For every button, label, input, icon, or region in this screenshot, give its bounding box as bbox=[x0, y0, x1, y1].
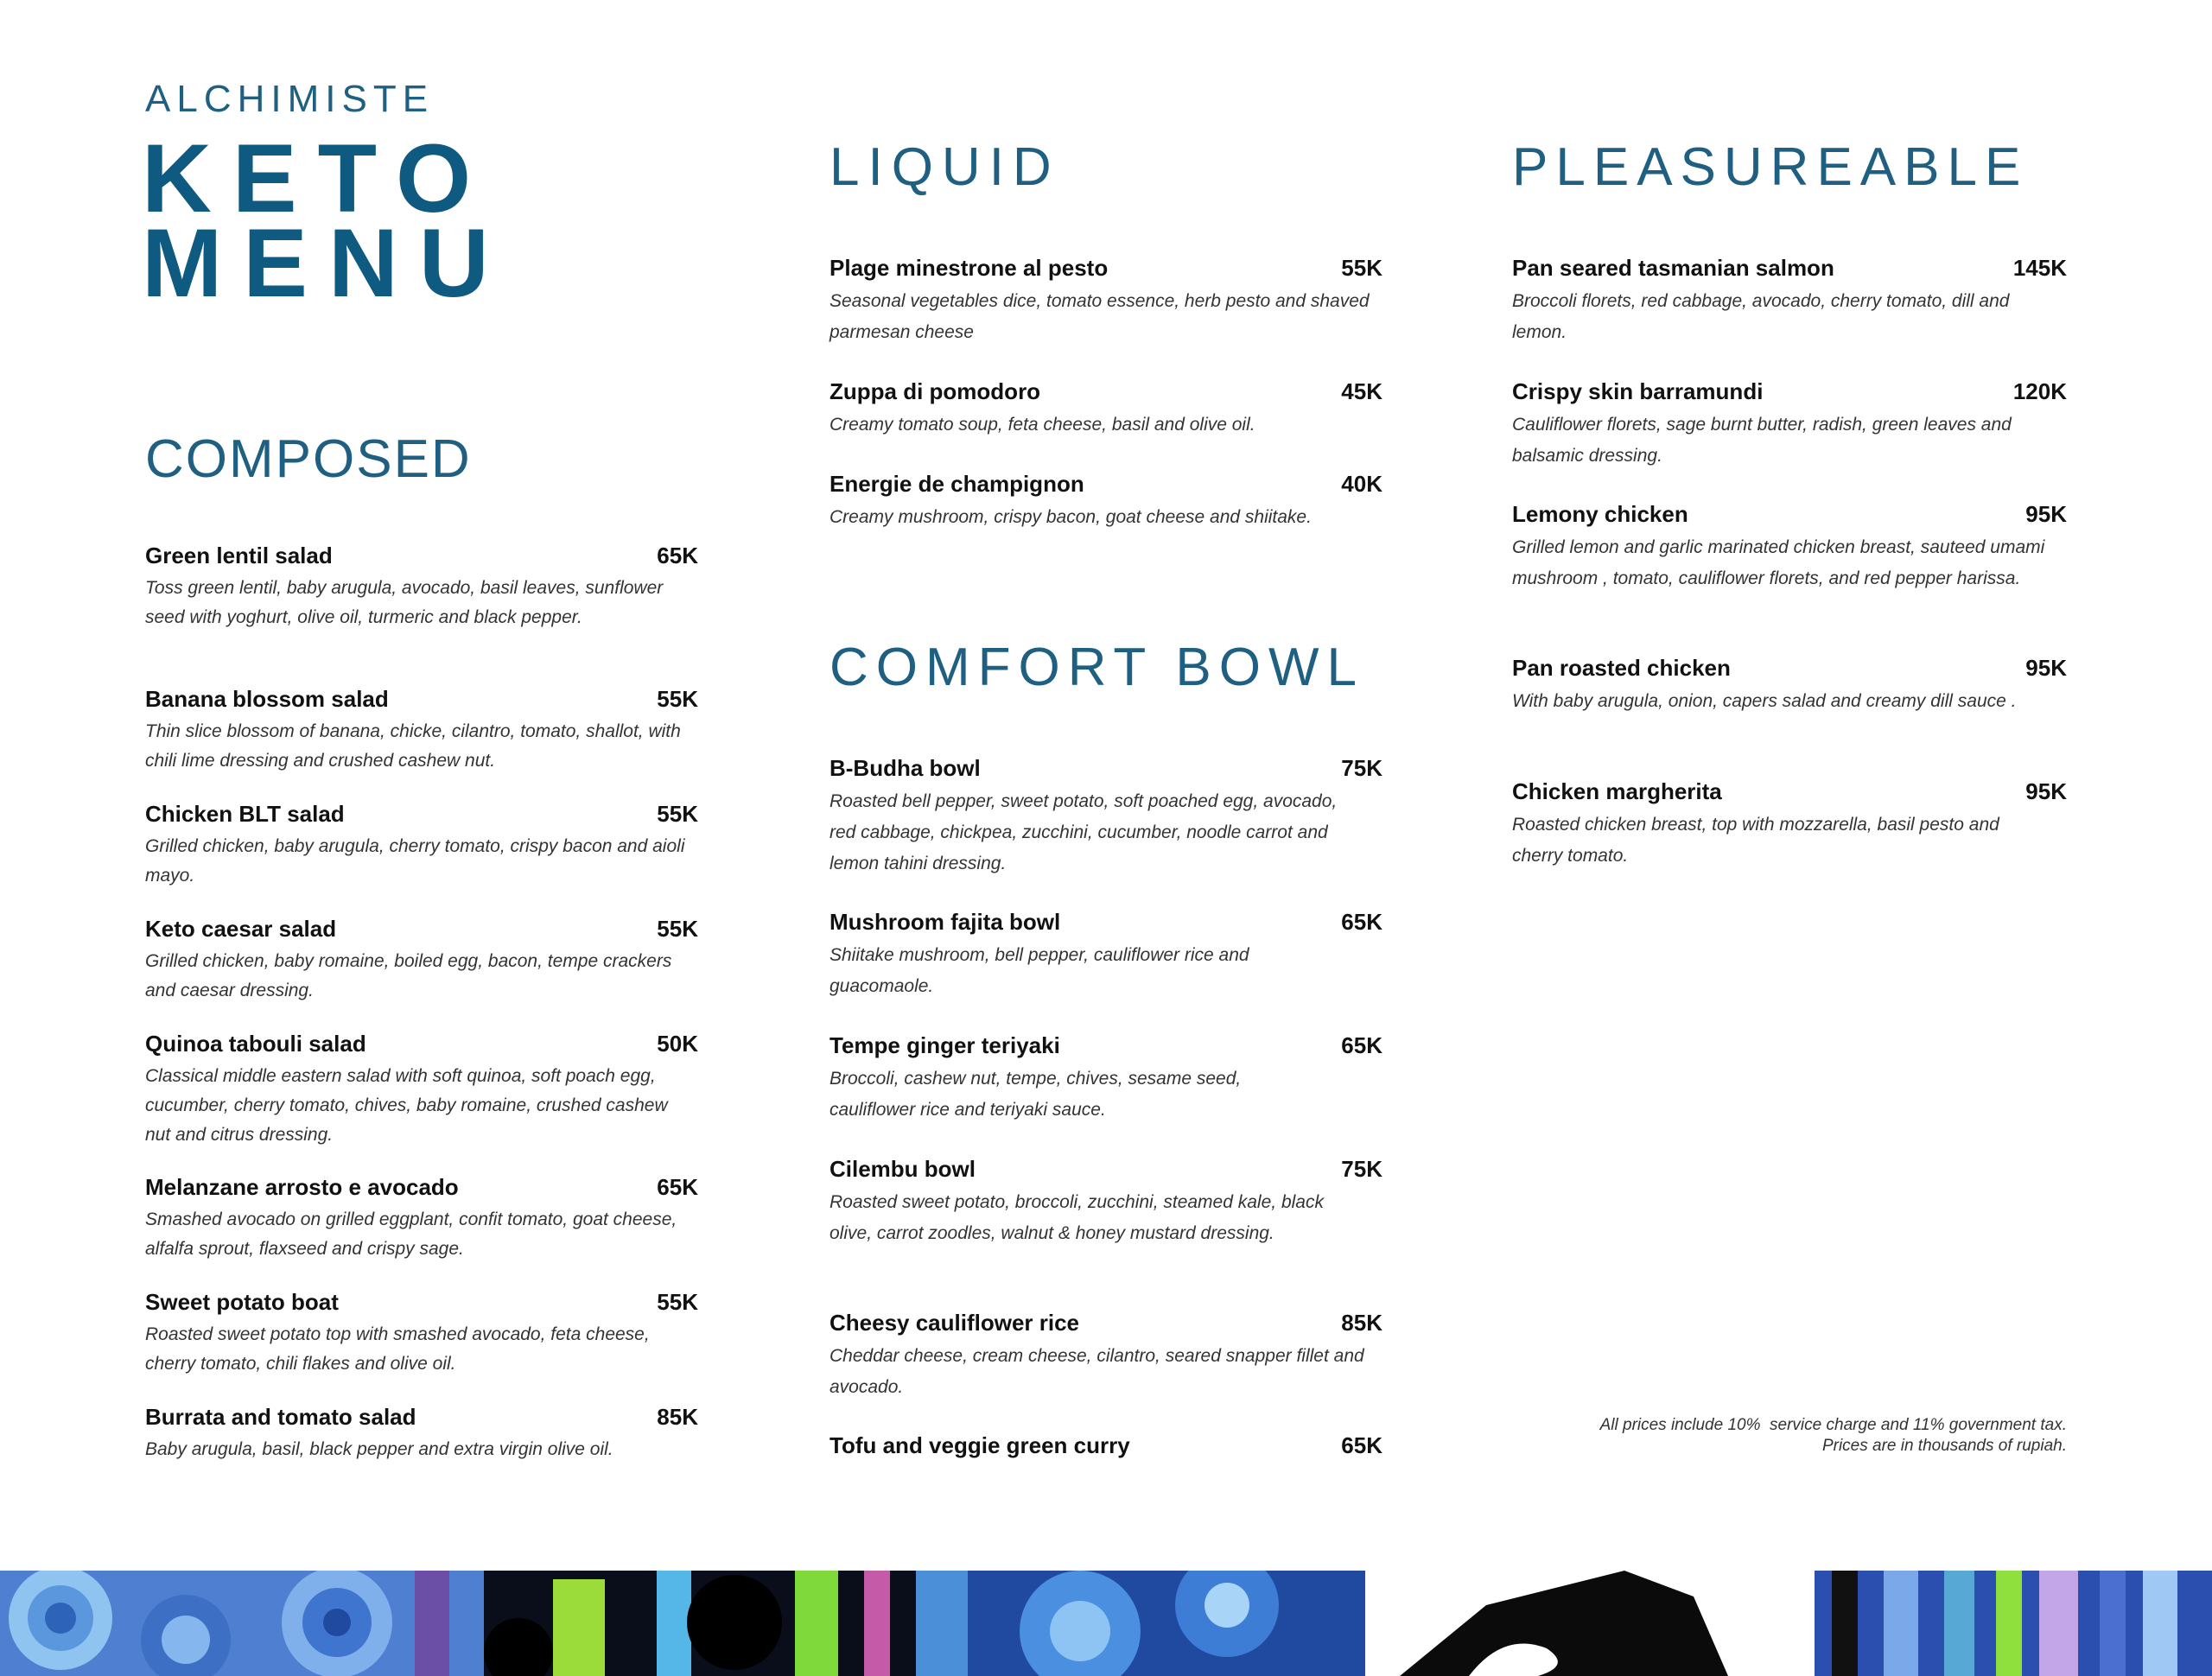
footnote-line-1: All prices include 10% service charge and 11% government tax. bbox=[1599, 1416, 2067, 1434]
item-price: 85K bbox=[657, 1404, 698, 1430]
menu-item bbox=[145, 801, 698, 891]
menu-item bbox=[830, 1432, 1382, 1462]
item-description: Roasted bell pepper, sweet potato, soft poached egg, avocado, red cabbage, chickpea, zucchini, cucumber, noodle carrot and lemon tahini dressing. bbox=[830, 791, 1338, 873]
item-name: Tempe ginger teriyaki bbox=[830, 1032, 1060, 1058]
item-price: 65K bbox=[1341, 909, 1382, 935]
item-name: Lemony chicken bbox=[1512, 501, 1688, 527]
item-price: 65K bbox=[657, 1174, 698, 1200]
item-name: Cheesy cauliflower rice bbox=[830, 1310, 1080, 1336]
menu-title bbox=[142, 124, 510, 317]
item-name: Burrata and tomato salad bbox=[145, 1404, 416, 1430]
item-description: Broccoli florets, red cabbage, avocado, cherry tomato, dill and lemon. bbox=[1512, 291, 2010, 342]
menu-item bbox=[145, 543, 698, 632]
menu-title-line-1: KETO bbox=[142, 124, 493, 232]
item-price: 145K bbox=[2012, 255, 2067, 281]
item-price: 75K bbox=[1341, 1156, 1382, 1182]
item-name: Sweet potato boat bbox=[145, 1289, 339, 1315]
item-description: Baby arugula, basil, black pepper and extra virgin olive oil. bbox=[145, 1439, 613, 1459]
menu-item bbox=[145, 686, 698, 776]
item-price: 95K bbox=[2025, 501, 2067, 527]
item-name: Banana blossom salad bbox=[145, 686, 389, 712]
item-description: Grilled lemon and garlic marinated chicken breast, sauteed umami mushroom , tomato, cauliflower florets, and red pepper harissa. bbox=[1512, 537, 2045, 588]
floral-art-graphic bbox=[0, 1571, 2212, 1676]
brand-name: ALCHIMISTE bbox=[145, 78, 435, 120]
menu-item bbox=[145, 916, 698, 1006]
item-name: Crispy skin barramundi bbox=[1512, 378, 1764, 404]
item-description: Grilled chicken, baby arugula, cherry tomato, crispy bacon and aioli mayo. bbox=[145, 836, 685, 886]
menu-item bbox=[830, 755, 1382, 879]
menu-item bbox=[1512, 501, 2067, 594]
item-name: Green lentil salad bbox=[145, 543, 333, 568]
item-description: Broccoli, cashew nut, tempe, chives, sesame seed, cauliflower rice and teriyaki sauce. bbox=[830, 1069, 1242, 1120]
item-description: Cauliflower florets, sage burnt butter, radish, green leaves and balsamic dressing. bbox=[1512, 415, 2012, 466]
item-price: 50K bbox=[657, 1031, 698, 1057]
item-description: Toss green lentil, baby arugula, avocado, basil leaves, sunflower seed with yoghurt, olive oil, turmeric and black pepper. bbox=[145, 578, 664, 627]
item-price: 40K bbox=[1341, 471, 1382, 497]
item-price: 95K bbox=[2025, 778, 2067, 804]
item-name: Zuppa di pomodoro bbox=[830, 378, 1041, 404]
item-name: Melanzane arrosto e avocado bbox=[145, 1174, 459, 1200]
item-name: B-Budha bowl bbox=[830, 755, 981, 781]
item-price: 85K bbox=[1341, 1310, 1382, 1336]
item-description: Roasted sweet potato top with smashed avocado, feta cheese, cherry tomato, chili flakes and olive oil. bbox=[145, 1324, 650, 1374]
item-description: Creamy mushroom, crispy bacon, goat cheese and shiitake. bbox=[830, 507, 1312, 527]
item-price: 45K bbox=[1341, 378, 1382, 404]
section-title-comfort-bowl: COMFORT BOWL bbox=[830, 638, 1364, 697]
item-name: Quinoa tabouli salad bbox=[145, 1031, 366, 1057]
item-name: Cilembu bowl bbox=[830, 1156, 976, 1182]
menu-item bbox=[830, 1156, 1382, 1249]
item-description: Creamy tomato soup, feta cheese, basil and olive oil. bbox=[830, 415, 1255, 435]
item-name: Keto caesar salad bbox=[145, 916, 337, 942]
menu-item bbox=[1512, 778, 2067, 872]
menu-item bbox=[830, 471, 1382, 533]
section-title-liquid: LIQUID bbox=[830, 137, 1060, 197]
item-name: Pan roasted chicken bbox=[1512, 655, 1731, 681]
item-description: Seasonal vegetables dice, tomato essence, herb pesto and shaved parmesan cheese bbox=[830, 291, 1370, 342]
footnote-line-2: Prices are in thousands of rupiah. bbox=[1821, 1437, 2067, 1455]
item-price: 55K bbox=[657, 801, 698, 827]
item-price: 120K bbox=[2012, 378, 2067, 404]
menu-item bbox=[1512, 655, 2067, 717]
menu-item bbox=[1512, 378, 2067, 472]
item-name: Pan seared tasmanian salmon bbox=[1512, 255, 1834, 281]
item-price: 65K bbox=[657, 543, 698, 568]
menu-title-line-2: MENU bbox=[142, 209, 510, 317]
item-price: 55K bbox=[657, 916, 698, 942]
menu-item bbox=[830, 255, 1382, 348]
item-name: Energie de champignon bbox=[830, 471, 1084, 497]
menu-item bbox=[145, 1289, 698, 1379]
item-name: Chicken BLT salad bbox=[145, 801, 345, 827]
menu-item bbox=[145, 1174, 698, 1264]
menu-item bbox=[1512, 255, 2067, 348]
item-price: 55K bbox=[1341, 255, 1382, 281]
item-name: Mushroom fajita bowl bbox=[830, 909, 1061, 935]
item-name: Plage minestrone al pesto bbox=[830, 255, 1109, 281]
section-title-composed: COMPOSED bbox=[145, 429, 472, 489]
menu-item bbox=[830, 909, 1382, 1002]
item-price: 55K bbox=[657, 1289, 698, 1315]
menu-item bbox=[830, 378, 1382, 441]
section-title-pleasureable: PLEASUREABLE bbox=[1512, 137, 2029, 197]
item-description: Shiitake mushroom, bell pepper, cauliflower rice and guacomaole. bbox=[830, 945, 1249, 996]
item-description: Roasted sweet potato, broccoli, zucchini, steamed kale, black olive, carrot zoodles, walnut & honey mustard dressing. bbox=[830, 1192, 1324, 1243]
price-footnote bbox=[1376, 1415, 2067, 1457]
item-price: 65K bbox=[1341, 1032, 1382, 1058]
menu-item bbox=[145, 1031, 698, 1150]
item-price: 75K bbox=[1341, 755, 1382, 781]
item-price: 65K bbox=[1341, 1432, 1382, 1458]
menu-item bbox=[830, 1310, 1382, 1403]
item-description: Smashed avocado on grilled eggplant, confit tomato, goat cheese, alfalfa sprout, flaxseed and crispy sage. bbox=[145, 1209, 677, 1259]
item-name: Tofu and veggie green curry bbox=[830, 1432, 1130, 1458]
item-price: 55K bbox=[657, 686, 698, 712]
item-description: Grilled chicken, baby romaine, boiled egg, bacon, tempe crackers and caesar dressing. bbox=[145, 951, 672, 1000]
item-description: Roasted chicken breast, top with mozzarella, basil pesto and cherry tomato. bbox=[1512, 815, 1999, 866]
item-name: Chicken margherita bbox=[1512, 778, 1722, 804]
menu-item bbox=[145, 1404, 698, 1464]
decorative-art-banner bbox=[0, 1571, 2212, 1676]
item-description: With baby arugula, onion, capers salad and creamy dill sauce . bbox=[1512, 691, 2017, 711]
menu-item bbox=[830, 1032, 1382, 1126]
item-description: Thin slice blossom of banana, chicke, cilantro, tomato, shallot, with chili lime dressing and crushed cashew nut. bbox=[145, 721, 681, 771]
item-description: Cheddar cheese, cream cheese, cilantro, seared snapper fillet and avocado. bbox=[830, 1346, 1364, 1397]
item-price: 95K bbox=[2025, 655, 2067, 681]
item-description: Classical middle eastern salad with soft quinoa, soft poach egg, cucumber, cherry tomato, chives, baby romaine, crushed cashew nut and citrus dressing. bbox=[145, 1066, 668, 1145]
